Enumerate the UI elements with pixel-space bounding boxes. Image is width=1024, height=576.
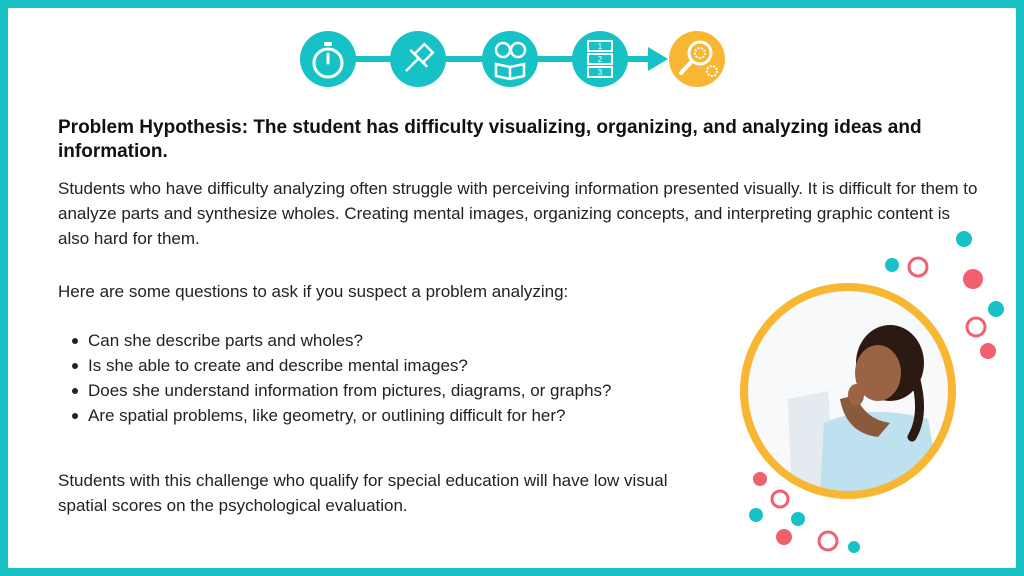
student-photo-decoration — [728, 223, 1016, 568]
list-number-3: 3 — [597, 68, 603, 77]
question-list — [88, 328, 611, 428]
closing-paragraph: Students with this challenge who qualify for special education will have low visual spatial scores on the psychological evaluation. — [58, 471, 668, 515]
questions-intro: Here are some questions to ask if you suspect a problem analyzing: — [58, 282, 569, 301]
bullet-icon — [72, 413, 78, 419]
bullet-icon — [72, 388, 78, 394]
list-item — [88, 353, 611, 378]
list-number-2: 2 — [597, 55, 603, 64]
list-item — [88, 403, 611, 428]
list-item — [88, 328, 611, 353]
magnifier-gear-icon — [669, 31, 725, 87]
process-steps — [8, 8, 1016, 108]
list-item-text: Are spatial problems, like geometry, or outlining difficult for her? — [88, 406, 566, 425]
intro-paragraph: Students who have difficulty analyzing often struggle with perceiving information presented visually. It is difficult for them to analyze parts and synthesize wholes. Creating mental images, organizing concepts, and interpreting graphic content is also hard for them. — [58, 179, 978, 248]
list-number-1: 1 — [597, 42, 603, 51]
list-item-text: Can she describe parts and wholes? — [88, 331, 363, 350]
step-arrow-icon — [648, 47, 668, 71]
student-photo — [744, 287, 952, 503]
bullet-icon — [72, 338, 78, 344]
pushpin-icon — [390, 31, 446, 87]
page-title: Problem Hypothesis: The student has difficulty visualizing, organizing, and analyzing ideas and information. — [58, 117, 922, 162]
bullet-icon — [72, 363, 78, 369]
discussion-book-icon — [482, 31, 538, 87]
list-item — [88, 378, 611, 403]
numbered-list-icon — [572, 31, 628, 87]
list-item-text: Does she understand information from pictures, diagrams, or graphs? — [88, 381, 612, 400]
stopwatch-icon — [300, 31, 356, 87]
list-item-text: Is she able to create and describe mental images? — [88, 356, 468, 375]
